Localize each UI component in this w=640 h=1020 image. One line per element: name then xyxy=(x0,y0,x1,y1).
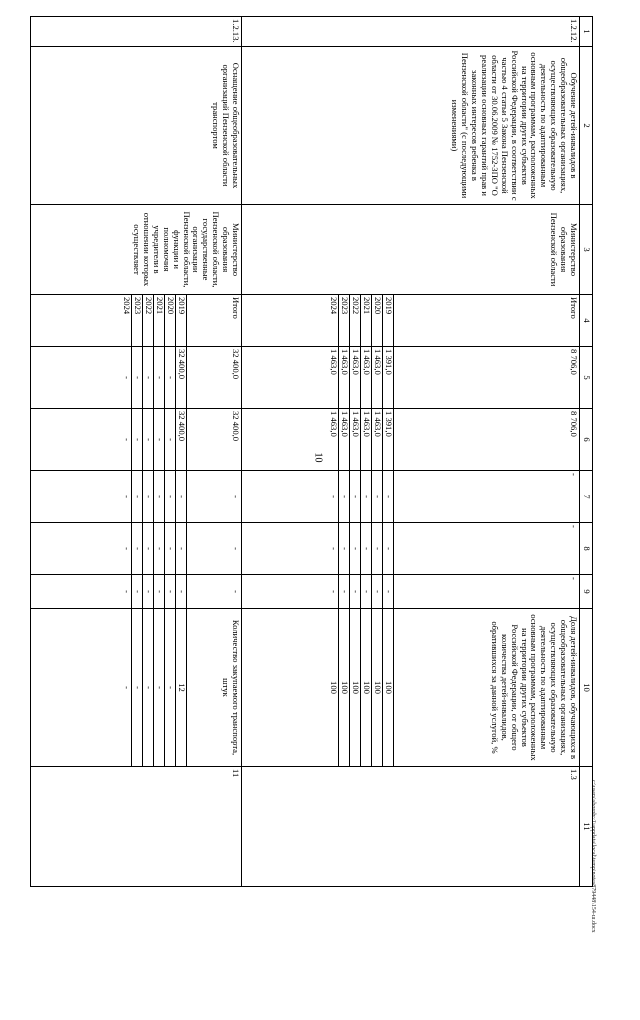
year: 2021 xyxy=(361,295,372,347)
program-activities-table xyxy=(30,16,593,887)
value-col9: - xyxy=(165,575,176,609)
value-col10: - xyxy=(132,609,143,767)
item-number: 1.2.12. xyxy=(242,17,580,47)
link-ref: 11 xyxy=(31,767,242,887)
value-col6: 1 463,0 xyxy=(372,409,383,471)
value-col9: - xyxy=(132,575,143,609)
rotated-table-sheet xyxy=(103,16,593,886)
value-col5: 1 463,0 xyxy=(350,347,361,409)
page-number: 10 xyxy=(312,452,324,463)
value-col6: - xyxy=(165,409,176,471)
value-col8: - xyxy=(165,523,176,575)
value-col6: 1 463,0 xyxy=(350,409,361,471)
value-col5: - xyxy=(143,347,154,409)
header-cell: 5 xyxy=(580,347,593,409)
value-col9: - xyxy=(372,575,383,609)
value-col5: 1 463,0 xyxy=(361,347,372,409)
value-col7: - xyxy=(339,471,350,523)
value-col8: - xyxy=(31,523,132,575)
value-col10: 100 xyxy=(383,609,394,767)
value-col8: - xyxy=(383,523,394,575)
value-col8: - xyxy=(361,523,372,575)
value-col8: - xyxy=(143,523,154,575)
value-col9: - xyxy=(339,575,350,609)
year: 2023 xyxy=(339,295,350,347)
year: 2023 xyxy=(132,295,143,347)
link-ref: 1.3 xyxy=(242,767,580,887)
year: 2022 xyxy=(143,295,154,347)
value-col6: - xyxy=(143,409,154,471)
header-cell: 4 xyxy=(580,295,593,347)
value-col5: - xyxy=(31,347,132,409)
value-col10: - xyxy=(31,609,132,767)
header-cell: 3 xyxy=(580,205,593,295)
value-col7: - xyxy=(143,471,154,523)
table-row xyxy=(187,17,242,887)
value-col9: - xyxy=(154,575,165,609)
value-col10: 100 xyxy=(361,609,372,767)
value-col9: - xyxy=(383,575,394,609)
total-col8: - xyxy=(394,523,580,575)
value-col8: - xyxy=(242,523,339,575)
value-col6: 1 463,0 xyxy=(242,409,339,471)
executor: Министерство образования Пензенской области, государственные организации Пензенской области, функции и полномочия учредители в отношении которых осуществляет xyxy=(31,205,242,295)
activity-title: Обучение детей-инвалидов в общеобразовательных организациях, осуществляющих образовательную деятельность по адаптированным основным программам, расположенных на территории других субъектов Российской Федерации, в соответствии с частью 4 статьи 5 Закона Пензенской области от 30.06.2009 № 1752-ЗПО "О реализации основных гарантий прав и законных интересов ребенка в Пензенской области" (с последующими изменениями) xyxy=(242,47,580,205)
value-col5: - xyxy=(154,347,165,409)
value-col6: 1 463,0 xyxy=(339,409,350,471)
value-col6: 1 463,0 xyxy=(361,409,372,471)
footer-file-path: c:\users\sborob~1\appdata\local\temp\notes879448\154-ш.docx xyxy=(590,780,596,933)
total-col7: - xyxy=(394,471,580,523)
year: 2019 xyxy=(383,295,394,347)
value-col7: - xyxy=(176,471,187,523)
value-col7: - xyxy=(132,471,143,523)
total-col5: 32 400,0 xyxy=(187,347,242,409)
value-col9: - xyxy=(242,575,339,609)
value-col8: - xyxy=(154,523,165,575)
value-col10: - xyxy=(154,609,165,767)
column-number-row xyxy=(580,17,593,887)
value-col8: - xyxy=(372,523,383,575)
header-cell: 2 xyxy=(580,47,593,205)
value-col10: - xyxy=(143,609,154,767)
value-col10: 100 xyxy=(339,609,350,767)
value-col6: - xyxy=(132,409,143,471)
item-number: 1.2.13. xyxy=(31,17,242,47)
value-col7: - xyxy=(31,471,132,523)
total-col6: 32 400,0 xyxy=(187,409,242,471)
value-col10: 100 xyxy=(242,609,339,767)
value-col8: - xyxy=(132,523,143,575)
value-col9: - xyxy=(176,575,187,609)
value-col8: - xyxy=(339,523,350,575)
value-col6: - xyxy=(154,409,165,471)
year: 2020 xyxy=(372,295,383,347)
year: 2024 xyxy=(242,295,339,347)
total-col6: 8 706,0 xyxy=(394,409,580,471)
executor: Министерство образования Пензенской области xyxy=(242,205,580,295)
year: 2019 xyxy=(176,295,187,347)
year: 2021 xyxy=(154,295,165,347)
value-col9: - xyxy=(31,575,132,609)
indicator-text: Доля детей-инвалидов, обучающихся в общеобразовательных организациях, осуществляющих образовательную деятельность по адаптированным основным программам, расположенных на территории других субъектов Российской Федерации, от общего количества детей-инвалидов, обратившихся за данной услугой, % xyxy=(394,609,580,767)
total-label: Итого xyxy=(187,295,242,347)
value-col10: 12 xyxy=(176,609,187,767)
table-row xyxy=(394,17,580,887)
value-col5: - xyxy=(132,347,143,409)
total-col9: - xyxy=(187,575,242,609)
total-col5: 8 706,0 xyxy=(394,347,580,409)
value-col9: - xyxy=(143,575,154,609)
value-col9: - xyxy=(350,575,361,609)
value-col7: - xyxy=(372,471,383,523)
value-col5: 32 400,0 xyxy=(176,347,187,409)
total-label: Итого xyxy=(394,295,580,347)
header-cell: 7 xyxy=(580,471,593,523)
value-col8: - xyxy=(350,523,361,575)
header-cell: 10 xyxy=(580,609,593,767)
header-cell: 9 xyxy=(580,575,593,609)
header-cell: 8 xyxy=(580,523,593,575)
year: 2024 xyxy=(31,295,132,347)
total-col8: - xyxy=(187,523,242,575)
value-col6: 32 400,0 xyxy=(176,409,187,471)
value-col8: - xyxy=(176,523,187,575)
value-col5: 1 463,0 xyxy=(372,347,383,409)
value-col7: - xyxy=(154,471,165,523)
value-col5: - xyxy=(165,347,176,409)
total-col7: - xyxy=(187,471,242,523)
value-col10: 100 xyxy=(372,609,383,767)
total-col9: - xyxy=(394,575,580,609)
value-col7: - xyxy=(242,471,339,523)
value-col7: - xyxy=(165,471,176,523)
value-col10: 100 xyxy=(350,609,361,767)
value-col10: - xyxy=(165,609,176,767)
value-col7: - xyxy=(350,471,361,523)
year: 2020 xyxy=(165,295,176,347)
value-col9: - xyxy=(361,575,372,609)
value-col5: 1 391,0 xyxy=(383,347,394,409)
header-cell: 1 xyxy=(580,17,593,47)
value-col7: - xyxy=(383,471,394,523)
value-col5: 1 463,0 xyxy=(339,347,350,409)
value-col7: - xyxy=(361,471,372,523)
value-col5: 1 463,0 xyxy=(242,347,339,409)
activity-title: Оснащение общеобразовательных организаций Пензенской области транспортом xyxy=(31,47,242,205)
indicator-text: Количество закупаемого транспорта, штук xyxy=(187,609,242,767)
header-cell: 11 xyxy=(580,767,593,887)
year: 2022 xyxy=(350,295,361,347)
value-col6: 1 391,0 xyxy=(383,409,394,471)
header-cell: 6 xyxy=(580,409,593,471)
value-col6: - xyxy=(31,409,132,471)
